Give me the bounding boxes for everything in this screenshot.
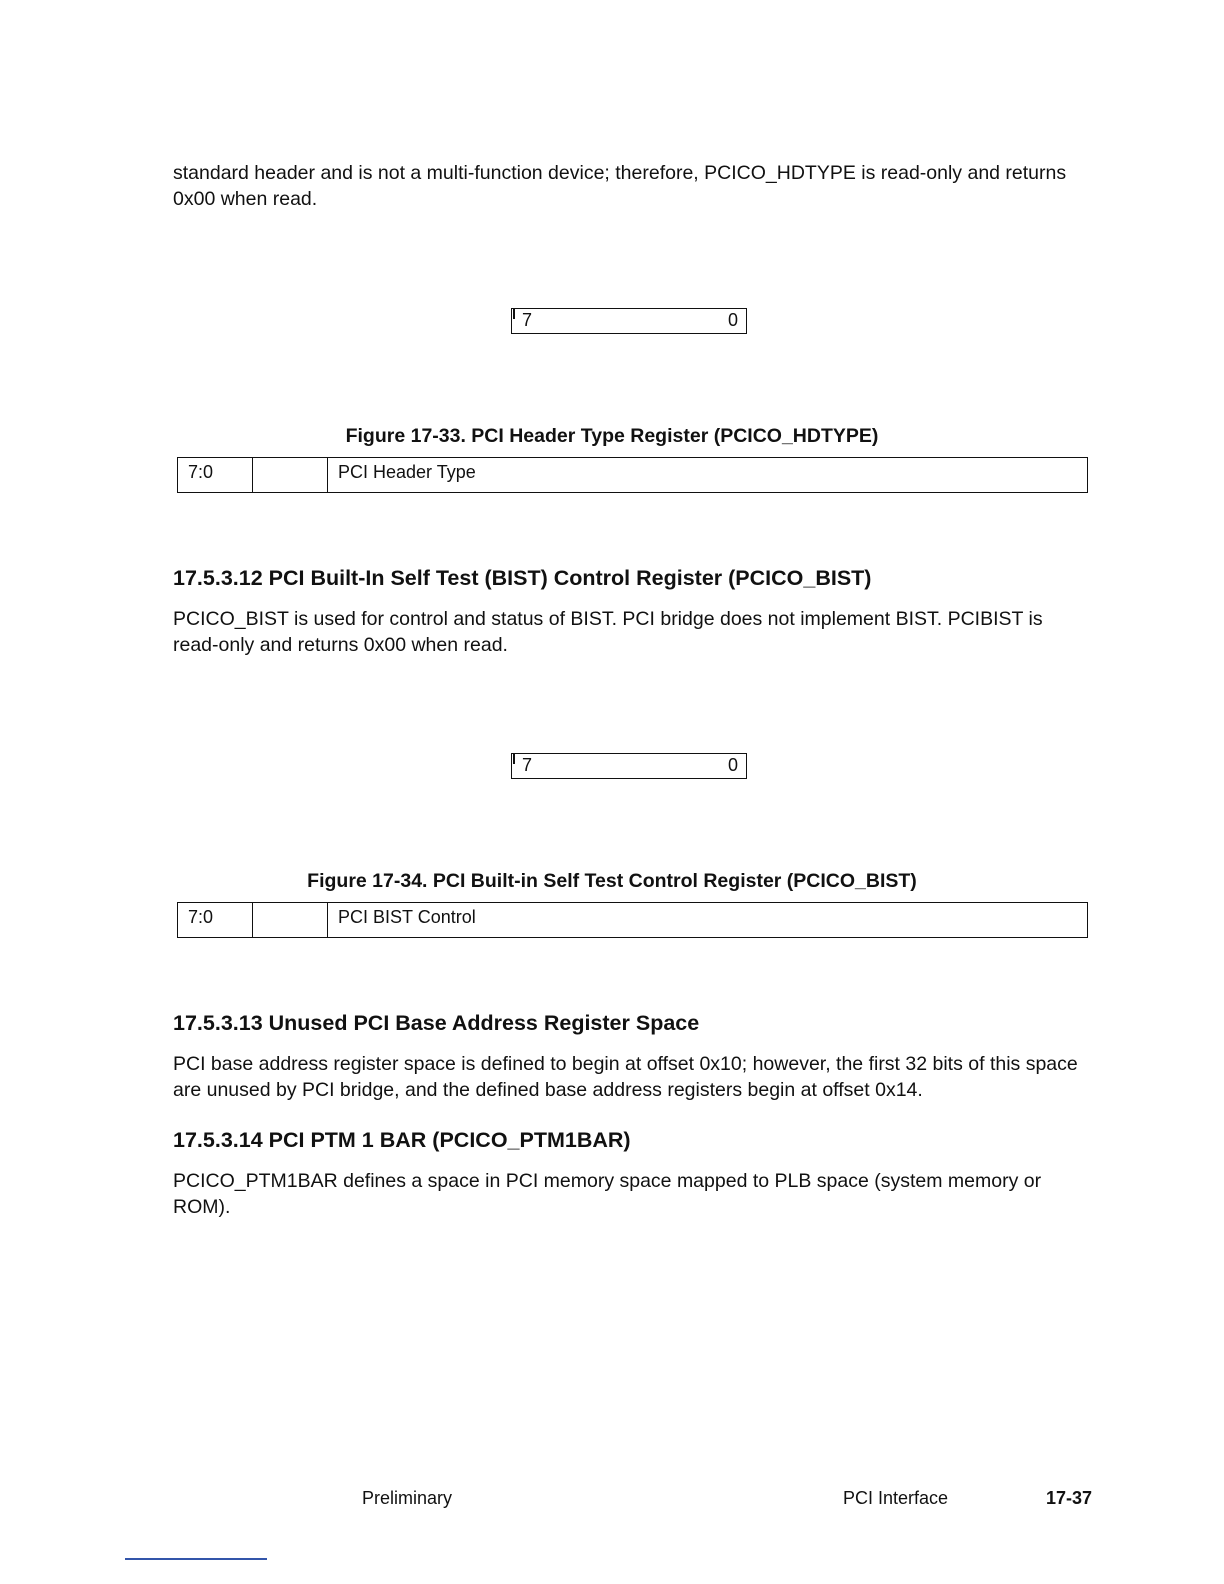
footer-page-number: 17-37: [1046, 1488, 1093, 1508]
register-bit-diagram: [511, 753, 747, 779]
bit-label-low: 0: [727, 755, 738, 775]
field-description: PCI Header Type: [338, 462, 476, 482]
figure-caption: Figure 17-33. PCI Header Type Register (PCICO_HDTYPE): [345, 425, 879, 447]
section-body: PCICO_BIST is used for control and status of BIST. PCI bridge does not implement BIST. PCIBIST is read-only and returns 0x00 when read.: [173, 608, 1043, 656]
bit-tick-left: [513, 754, 515, 764]
bit-label-high: 7: [522, 310, 533, 330]
field-table-row: [177, 902, 1088, 938]
figure-caption: Figure 17-34. PCI Built-in Self Test Control Register (PCICO_BIST): [307, 870, 917, 892]
footer-rule: [125, 1558, 267, 1560]
field-table-row: [177, 457, 1088, 493]
footer-status: Preliminary: [362, 1488, 453, 1508]
footer-chapter: PCI Interface: [843, 1488, 949, 1508]
section-heading: 17.5.3.14 PCI PTM 1 BAR (PCICO_PTM1BAR): [173, 1128, 631, 1152]
section-body: PCICO_PTM1BAR defines a space in PCI memory space mapped to PLB space (system memory or ROM).: [173, 1170, 1042, 1218]
section-heading: 17.5.3.13 Unused PCI Base Address Register Space: [173, 1011, 700, 1035]
register-bit-diagram: [511, 308, 747, 334]
bit-label-low: 0: [727, 310, 738, 330]
field-description: PCI BIST Control: [338, 907, 476, 927]
field-bits: 7:0: [178, 903, 253, 937]
bit-label-high: 7: [522, 755, 533, 775]
section-heading: 17.5.3.12 PCI Built-In Self Test (BIST) Control Register (PCICO_BIST): [173, 566, 872, 590]
field-name: [253, 458, 328, 492]
field-name: [253, 903, 328, 937]
field-bits: 7:0: [178, 458, 253, 492]
section-body: PCI base address register space is defined to begin at offset 0x10; however, the first 32 bits of this space are unused by PCI bridge, and the defined base address registers begin at offset 0x14.: [173, 1053, 1078, 1101]
bit-tick-left: [513, 309, 515, 319]
intro-paragraph: standard header and is not a multi-function device; therefore, PCICO_HDTYPE is read-only and returns 0x00 when read.: [173, 162, 1067, 210]
